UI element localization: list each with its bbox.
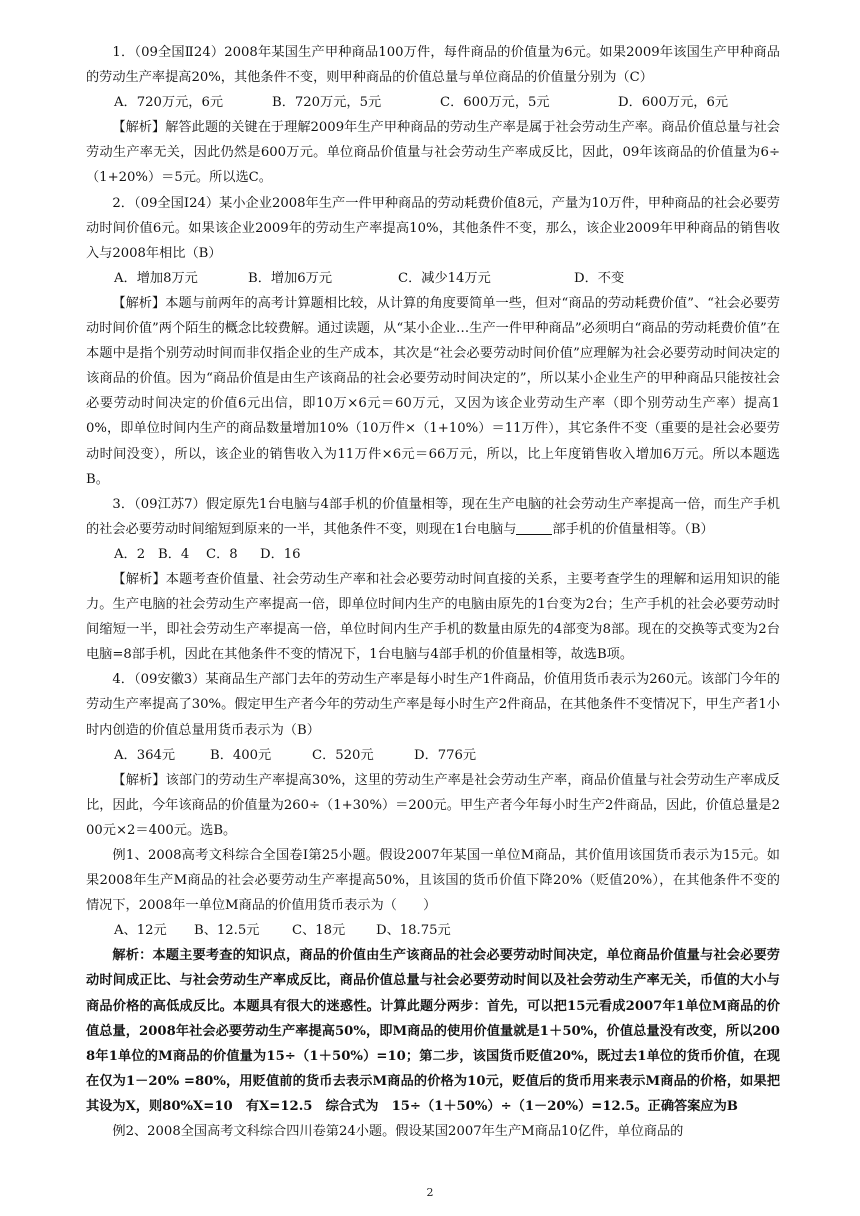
option-c: C．520元 [312,747,374,763]
question-2-stem: 2．（09全国Ⅰ24）某小企业2008年生产一件甲种商品的劳动耗费价值8元，产量为10万件，甲种商品的社会必要劳动时间价值6元。如果该企业2009年的劳动生产率提高10%，其他条件不变，那么，该企业2009年甲种商品的销售收入与2008年相比（B） [86,195,780,261]
example-2-stem: 例2、2008全国高考文科综合四川卷第24小题。假设某国2007年生产M商品10亿件，单位商品的 [112,1124,684,1140]
question-4-stem: 4．（09安徽3）某商品生产部门去年的劳动生产率是每小时生产1件商品，价值用货币表示为260元。该部门今年的劳动生产率提高了30%。假定甲生产者今年的劳动生产率是每小时生产2件商品，在其他条件不变情况下，甲生产者1小时内创造的价值总量用货币表示为（B） [86,672,780,738]
question-4-analysis: 【解析】该部门的劳动生产率提高30%，这里的劳动生产率是社会劳动生产率，商品价值量与社会劳动生产率成反比，因此，今年该商品的价值量为260÷（1+30%）＝200元。甲生产者今年每小时生产2件商品，因此，价值总量是200元×2＝400元。选B。 [86,772,780,838]
option-b: B．720万元，5元 [272,95,382,111]
option-c: C．8 [206,546,238,562]
question-3-stem-part-b: 部手机的价值量相等。（B） [552,521,714,537]
example-1-analysis: 解析：本题主要考查的知识点，商品的价值由生产该商品的社会必要劳动时间决定，单位商品价值量与社会必要劳动时间成正比、与社会劳动生产率成反比，商品价值总量与社会必要劳动时间以及社会劳动生产率无关，币值的大小与商品价格的高低成反比。本题具有很大的迷惑性。计算此题分两步：首先，可以把15元看成2007年1单位M商品的价值总量，2008年社会必要劳动生产率提高50%，即M商品的使用价值量就是1＋50%，价值总量没有改变，所以2008年1单位的M商品的价值量为15÷（1＋50%）=10；第二步，该国货币贬值20%，既过去1单位的货币价值，在现在仅为1－20% =80%，用贬值前的货币去表示M商品的价格为10元，贬值后的货币用来表示M商品的价格，如果把其设为X，则80%X=10 有X=12.5 综合式为 15÷（1＋50%）÷（1－20%）=12.5。正确答案应为B [86,948,780,1114]
question-3-analysis: 【解析】本题考查价值量、社会劳动生产率和社会必要劳动时间直接的关系，主要考查学生的理解和运用知识的能力。生产电脑的社会劳动生产率提高一倍，即单位时间内生产的电脑由原先的1台变为2台；生产手机的社会必要劳动时间缩短一半，即社会劳动生产率提高一倍，单位时间内生产手机的数量由原先的4部变为8部。现在的交换等式变为2台电脑=8部手机，因此在其他条件不变的情况下，1台电脑与4部手机的价值量相等，故选B项。 [86,571,780,663]
option-d: D．16 [260,546,301,562]
option-b: B．4 [158,546,190,562]
option-a: A．增加8万元 [114,270,198,286]
option-c: C．600万元，5元 [440,95,550,111]
option-a: A．2 [114,546,146,562]
option-d: D．不变 [574,270,625,286]
fill-in-blank [516,520,552,535]
question-3-stem [86,492,780,542]
question-3-stem-part-a: 3．（09江苏7）假定原先1台电脑与4部手机的价值量相等，现在生产电脑的社会劳动生产率提高一倍，而生产手机的社会必要劳动时间缩短到原来的一半，其他条件不变，则现在1台电脑与 [86,496,780,537]
example-1-options [86,918,780,943]
question-3-options [86,542,780,567]
question-1-options [86,90,780,115]
option-b: B．增加6万元 [248,270,333,286]
page-number: 2 [426,1186,434,1199]
option-c: C、18元 [292,923,346,939]
option-a: A．364元 [114,747,176,763]
question-2-options [86,266,780,291]
example-1-stem: 例1、2008高考文科综合全国卷Ⅰ第25小题。假设2007年某国一单位M商品，其价值用该国货币表示为15元。如果2008年生产M商品的社会必要劳动生产率提高50%，且该国的货币价值下降20%（贬值20%），在其他条件不变的情况下，2008年一单位M商品的价值用货币表示为（ ） [86,848,780,914]
document-body [86,40,780,1144]
option-b: B、12.5元 [194,923,260,939]
option-d: D．600万元，6元 [618,95,729,111]
option-a: A、12元 [114,923,167,939]
option-d: D、18.75元 [376,923,451,939]
question-1-analysis: 【解析】解答此题的关键在于理解2009年生产甲种商品的劳动生产率是属于社会劳动生产率。商品价值总量与社会劳动生产率无关，因此仍然是600万元。单位商品价值量与社会劳动生产率成反比，因此，09年该商品的价值量为6÷（1+20%）＝5元。所以选C。 [86,120,780,186]
question-1-stem: 1．（09全国Ⅱ24）2008年某国生产甲种商品100万件，每件商品的价值量为6元。如果2009年该国生产甲种商品的劳动生产率提高20%，其他条件不变，则甲种商品的价值总量与单位商品的价值量分别为（C） [86,45,780,86]
question-2-analysis: 【解析】本题与前两年的高考计算题相比较，从计算的角度要简单一些，但对“商品的劳动耗费价值”、“社会必要劳动时间价值”两个陌生的概念比较费解。通过读题，从“某小企业…生产一件甲种商品”必须明白“商品的劳动耗费价值”在本题中是指个别劳动时间而非仅指企业的生产成本，其次是“社会必要劳动时间价值”应理解为社会必要劳动时间决定的该商品的价值。因为“商品价值是由生产该商品的社会必要劳动时间决定的”，所以某小企业生产的甲种商品只能按社会必要劳动时间决定的价值6元出信，即10万×6元＝60万元，又因为该企业劳动生产率（即个别劳动生产率）提高10%，即单位时间内生产的商品数量增加10%（10万件×（1+10%）＝11万件），其它条件不变（重要的是社会必要劳动时间没变），所以，该企业的销售收入为11万件×6元＝66万元，所以，比上年度销售收入增加6万元。所以本题选B。 [86,295,780,487]
option-d: D．776元 [414,747,477,763]
option-a: A．720万元，6元 [114,95,224,111]
question-4-options [86,743,780,768]
option-c: C．减少14万元 [398,270,491,286]
option-b: B．400元 [210,747,272,763]
